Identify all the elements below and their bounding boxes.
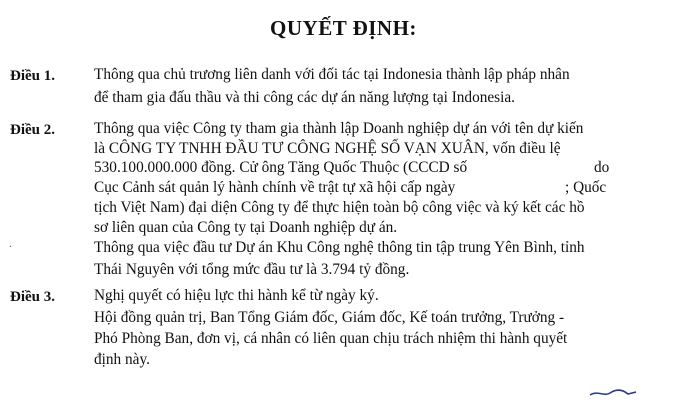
article-2-line-1: Thông qua việc Công ty tham gia thành lập Doanh nghiệp dự án với tên dự kiến [94,120,584,137]
article-2-line-4: Cục Cảnh sát quản lý hành chính về trật tự xã hội cấp ngày [94,179,456,196]
article-2-line-8: Thái Nguyên với tổng mức đầu tư là 3.794 tỷ đồng. [94,261,410,278]
document-title: QUYẾT ĐỊNH: [270,16,417,40]
article-3-line-3: Phó Phòng Ban, đơn vị, cá nhân có liên quan chịu trách nhiệm thi hành quyết [94,330,568,347]
article-2-line-7: Thông qua việc đầu tư Dự án Khu Công nghệ thông tin tập trung Yên Bình, tỉnh [94,239,585,256]
article-2-line-4-end: ; Quốc [565,179,607,196]
article-2-line-3: 530.100.000.000 đồng. Cử ông Tăng Quốc Thuộc (CCCD số [94,159,468,176]
article-3-label: Điều 3. [10,289,55,305]
article-2-line-5: tịch Việt Nam) đại diện Công ty để thực hiện toàn bộ công việc và ký kết các hồ [94,199,585,216]
article-1-line-1: Thông qua chủ trương liên danh với đối tác tại Indonesia thành lập pháp nhân [94,66,570,83]
article-3-line-4: định này. [94,351,150,368]
margin-dot: . [9,236,12,250]
article-1-label: Điều 1. [10,68,55,84]
article-2-line-2: là CÔNG TY TNHH ĐẦU TƯ CÔNG NGHỆ SỐ VẠN XUÂN, vốn điều lệ [94,140,561,157]
article-2-line-3-end: do [594,159,610,176]
article-2-line-6: sơ liên quan của Công ty tại Doanh nghiệp dự án. [94,219,398,236]
article-2-label: Điều 2. [10,122,55,138]
article-3-line-1: Nghị quyết có hiệu lực thi hành kể từ ngày ký. [94,287,379,304]
article-3-line-2: Hội đồng quản trị, Ban Tổng Giám đốc, Giám đốc, Kế toán trưởng, Trưởng - [94,309,565,326]
article-1-line-2: để tham gia đấu thầu và thi công các dự án năng lượng tại Indonesia. [94,89,515,106]
signature-stroke [588,386,638,400]
